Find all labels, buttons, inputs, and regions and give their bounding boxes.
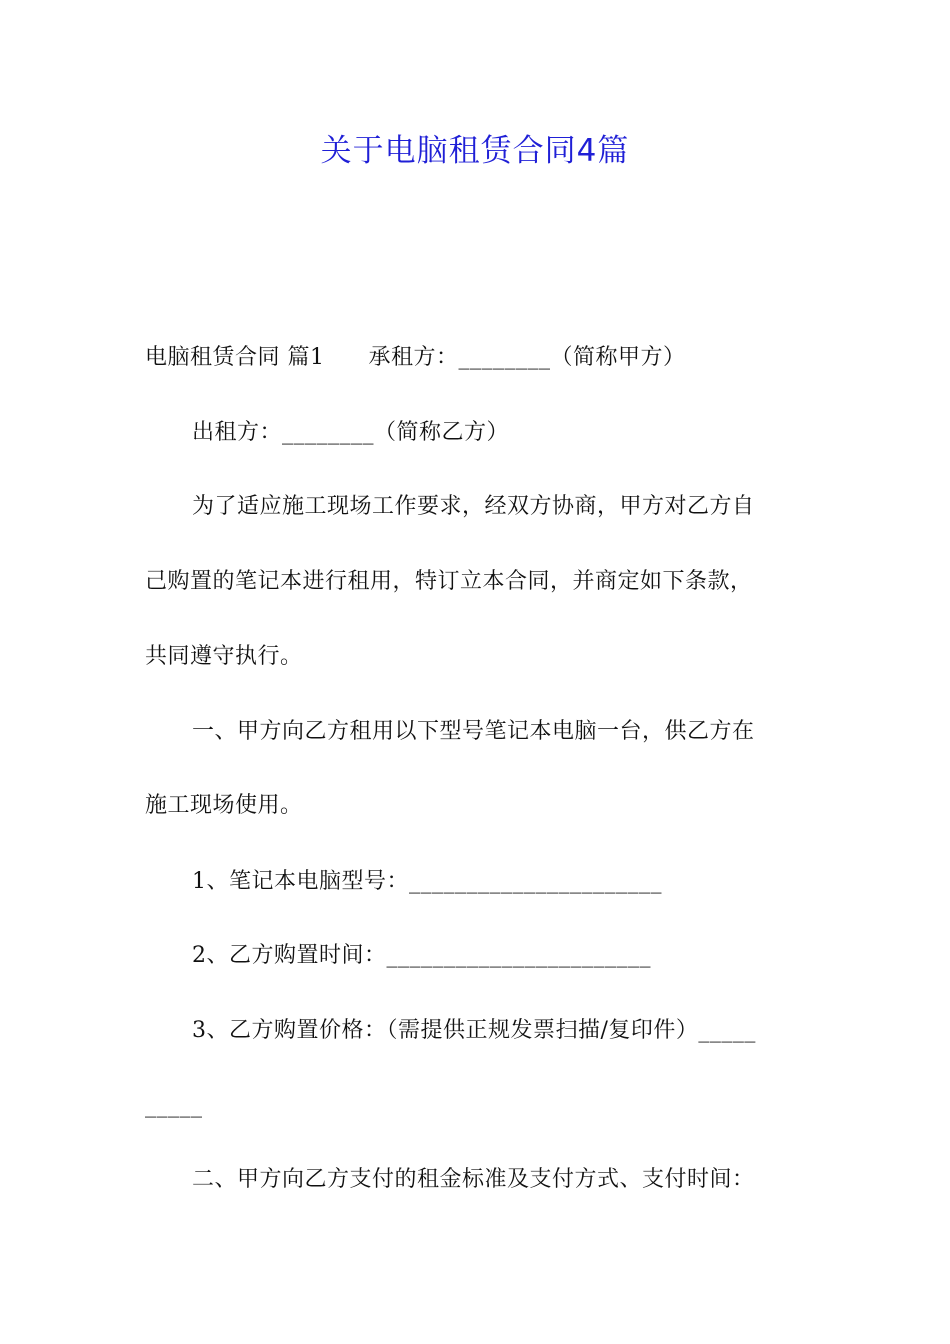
purchase-price-field-continuation: _____ [145,1093,203,1118]
lessor-field-line: 出租方：________（简称乙方） [192,420,510,445]
laptop-model-field: 1、笔记本电脑型号：______________________ [192,869,662,894]
purchase-time-field: 2、乙方购置时间：_______________________ [192,943,651,968]
paragraph-line: 共同遵守执行。 [145,644,303,669]
lessee-field-text: 承租方：________（简称甲方） [368,345,686,370]
clause-two-line: 二、甲方向乙方支付的租金标准及支付方式、支付时间： [192,1167,755,1192]
document-title: 关于电脑租赁合同4篇 [320,133,630,169]
clause-one-line: 施工现场使用。 [145,793,303,818]
paragraph-line: 己购置的笔记本进行租用，特订立本合同，并商定如下条款， [145,569,753,594]
paragraph-line: 为了适应施工现场工作要求，经双方协商，甲方对乙方自 [192,494,755,519]
clause-one-line: 一、甲方向乙方租用以下型号笔记本电脑一台，供乙方在 [192,719,755,744]
section-label: 电脑租赁合同 篇1 [145,345,325,370]
paragraph-first-line [145,342,686,374]
purchase-price-field: 3、乙方购置价格：（需提供正规发票扫描/复印件）_____ [192,1018,756,1043]
